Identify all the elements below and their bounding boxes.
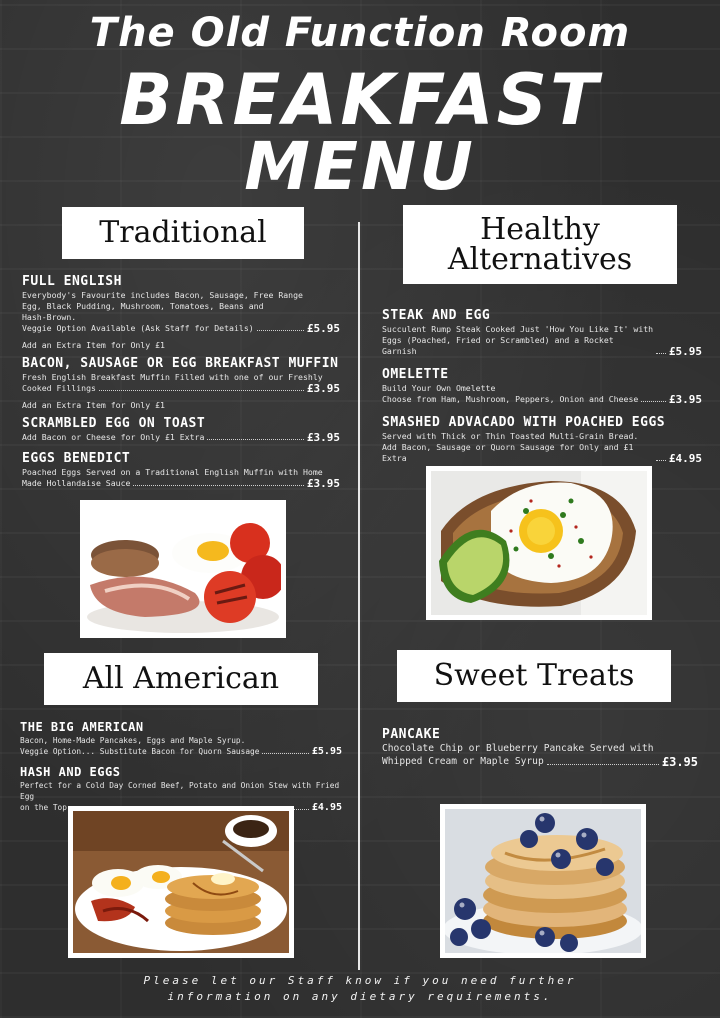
item-desc: Add Bacon, Sausage or Quorn Sausage for Only and £1 Extra [382,442,634,463]
item-price-row [22,383,340,394]
item-desc: Choose from Ham, Mushroom, Peppers, Onion and Cheese [382,394,639,404]
section-title-text: All American [82,661,280,696]
item-desc: Veggie Option... Substitute Bacon for Quorn Sausage [20,747,260,756]
dot-leader [656,460,666,461]
blueberry-pancake-photo [440,804,646,958]
menu-item [382,727,698,768]
item-price: £5.95 [311,746,342,757]
item-price-row [382,442,702,464]
item-desc: Hash-Brown. [22,312,77,322]
section-title-sweet [397,650,671,702]
item-name: OMELETTE [382,367,449,382]
menu-item [382,415,702,464]
dot-leader [656,353,666,354]
menu-item [22,451,340,489]
item-desc: Egg, Black Pudding, Mushroom, Tomatoes, Beans and [22,301,264,311]
item-price: £4.95 [668,452,702,465]
section-title-text: Traditional [99,215,267,250]
item-desc: Fresh English Breakfast Muffin Filled with one of our Freshly [22,372,323,382]
item-name: THE BIG AMERICAN [20,720,144,734]
menu-item [22,356,340,394]
item-desc: Eggs (Poached, Fried or Scrambled) and a Rocket Garnish [382,335,614,356]
dot-leader [207,439,303,440]
item-price-row [22,478,340,489]
venue-name: The Old Function Room [89,10,631,56]
item-desc: Add Bacon or Cheese for Only £1 Extra [22,432,205,442]
full-english-photo [80,500,286,638]
footer-line1: Please let our Staff know if you need further [143,974,577,987]
item-desc: Poached Eggs Served on a Traditional English Muffin with Home [22,467,323,477]
item-desc: Whipped Cream or Maple Syrup [382,755,544,767]
item-name: HASH AND EGGS [20,765,121,779]
dietary-footer-note [0,973,720,1005]
item-price-row [22,323,340,334]
item-name: SCRAMBLED EGG ON TOAST [22,416,206,431]
item-name: FULL ENGLISH [22,274,122,289]
section-title-healthy [403,205,677,284]
column-divider [358,222,360,970]
dot-leader [99,390,304,391]
item-price-row [20,746,342,757]
traditional-items [22,274,340,489]
section-title-text: Sweet Treats [433,658,635,693]
item-price-row [22,432,340,443]
menu-item [382,367,702,405]
extra-item-note: Add an Extra Item for Only £1 [22,400,165,410]
american-items [20,719,342,813]
footer-line2: information on any dietary requirements. [167,990,553,1003]
item-name: PANCAKE [382,727,441,742]
item-desc: Everybody's Favourite includes Bacon, Sausage, Free Range [22,290,303,300]
item-price: £5.95 [668,345,702,358]
menu-title-line1: BREAKFAST [119,59,601,141]
menu-item [22,274,340,334]
item-price-row [382,756,698,769]
item-desc: Veggie Option Available (Ask Staff for Details) [22,323,254,333]
item-name: BACON, SAUSAGE OR EGG BREAKFAST MUFFIN [22,356,339,371]
item-price: £5.95 [306,322,340,335]
full-english-illustration [85,505,281,633]
menu-title-line2: MENU [244,128,476,205]
dot-leader [262,753,308,754]
section-title-line2: Alternatives [447,241,633,277]
item-price-row [382,335,702,357]
section-title-traditional [62,207,304,259]
avocado-egg-illustration [431,471,647,615]
item-price: £3.95 [306,477,340,490]
item-desc: Made Hollandaise Sauce [22,478,131,488]
menu-item [382,308,702,357]
item-desc: Succulent Rump Steak Cooked Just 'How You Like It' with [382,324,654,334]
item-price: £4.95 [311,802,342,813]
sweet-items [382,727,698,768]
item-price: £3.95 [661,754,698,769]
item-price: £3.95 [668,393,702,406]
menu-item [22,416,340,443]
item-desc: Served with Thick or Thin Toasted Multi-Grain Bread. [382,431,639,441]
item-desc: Chocolate Chip or Blueberry Pancake Served with [382,743,654,754]
section-title-line1: Healthy [480,211,600,247]
item-name: SMASHED ADVACADO WITH POACHED EGGS [382,415,666,430]
item-name: EGGS BENEDICT [22,451,131,466]
menu-item [20,719,342,757]
american-breakfast-photo [68,806,294,958]
item-desc: Bacon, Home-Made Pancakes, Eggs and Maple Syrup. [20,736,246,745]
item-desc: Build Your Own Omelette [382,383,496,393]
dot-leader [547,764,659,765]
healthy-items [382,308,702,464]
extra-item-note: Add an Extra Item for Only £1 [22,340,165,350]
dot-leader [641,401,666,402]
blueberry-pancake-illustration [445,809,641,953]
dot-leader [257,330,304,331]
item-price: £3.95 [306,382,340,395]
item-desc: Cooked Fillings [22,383,96,393]
item-price: £3.95 [306,431,340,444]
avocado-egg-photo [426,466,652,620]
dot-leader [133,485,303,486]
american-breakfast-illustration [73,811,289,953]
section-title-american [44,653,318,705]
item-name: STEAK AND EGG [382,308,491,323]
item-desc: Perfect for a Cold Day Corned Beef, Potato and Onion Stew with Fried Egg [20,781,340,801]
item-desc: on the Top [20,803,67,812]
item-price-row [382,394,702,405]
